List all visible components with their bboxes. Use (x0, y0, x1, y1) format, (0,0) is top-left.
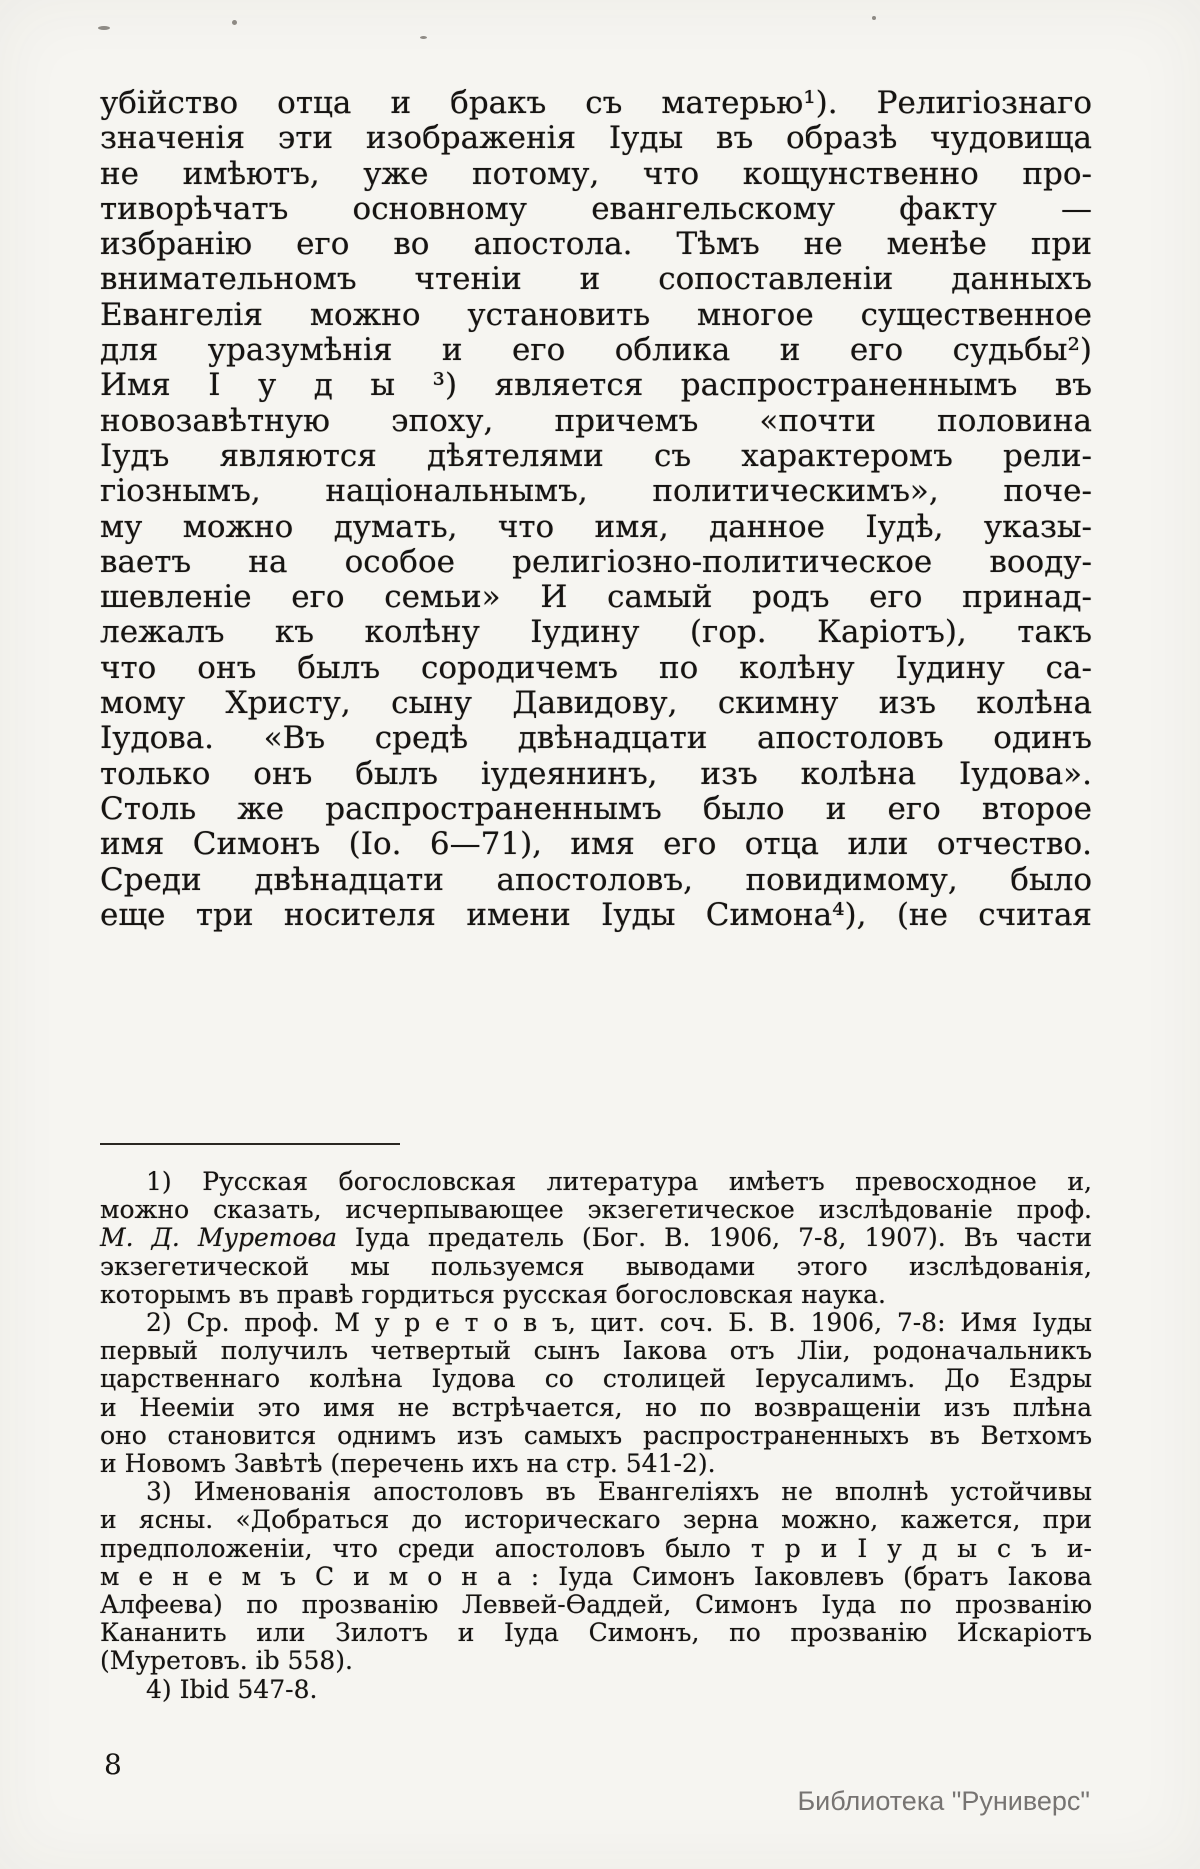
footnote-1-line: можно сказать, исчерпывающее экзегетическое изслѣдованіе проф. (100, 1195, 1092, 1225)
page-number: 8 (104, 1748, 122, 1781)
text-line: мому Христу, сыну Давидову, скимну изъ колѣна (100, 685, 1092, 722)
text-line: Іудъ являются дѣятелями съ характеромъ рели- (100, 437, 1092, 474)
library-watermark: Библиотека "Руниверс" (797, 1786, 1090, 1816)
footnote-3-line: Кананить или Зилотъ и Іуда Симонъ, по прозванію Искаріотъ (100, 1618, 1092, 1648)
text-line: только онъ былъ іудеянинъ, изъ колѣна Іудова». (100, 755, 1092, 792)
text-line: Среди двѣнадцати апостоловъ, повидимому, было (100, 861, 1092, 898)
footnote-1-line: 1) Русская богословская литература имѣетъ превосходное и, (146, 1167, 1092, 1196)
text-line: Столь же распространеннымъ было и его второе (100, 790, 1092, 827)
footnote-3-line: Алфеева) по прозванію Леввей-Ѳаддей, Симонъ Іуда по прозванію (100, 1590, 1092, 1620)
text-line: имя Симонъ (Іо. 6—71), имя его отца или отчество. (100, 826, 1092, 863)
text-line: значенія эти изображенія Іуды въ образѣ чудовища (100, 120, 1092, 157)
text-line: внимательномъ чтеніи и сопоставленіи данныхъ (100, 261, 1092, 298)
text-line: му можно думать, что имя, данное Іудѣ, указы- (100, 508, 1092, 545)
footnote-3-line: и ясны. «Добраться до историческаго зерна можно, кажется, при (100, 1505, 1092, 1535)
footnote-1-line: экзегетической мы пользуемся выводами этого изслѣдованія, (100, 1251, 1092, 1281)
footnote-2-line: царственнаго колѣна Іудова со столицей Іерусалимъ. До Ездры (100, 1364, 1092, 1394)
footnote-2-line: и Новомъ Завѣтѣ (перечень ихъ на стр. 541-2). (100, 1449, 716, 1479)
text-line: тиворѣчатъ основному евангельскому факту — (100, 190, 1092, 227)
text-line: новозавѣтную эпоху, причемъ «почти половина (100, 402, 1092, 439)
text-line: еще три носителя имени Іуды Симона⁴), (не считая (100, 896, 1092, 933)
text-line: что онъ былъ сородичемъ по колѣну Іудину са- (100, 649, 1092, 686)
text-line: не имѣютъ, уже потому, что кощунственно про- (100, 155, 1092, 192)
text-line: Іудова. «Въ средѣ двѣнадцати апостоловъ одинъ (100, 720, 1092, 757)
footnote-2-line: 2) Ср. проф. М у р е т о в ъ, цит. соч. Б. В. 1906, 7-8: Имя Іуды (146, 1308, 1092, 1338)
text-line: шевленіе его семьи» И самый родъ его принад- (100, 579, 1092, 616)
footnote-3-line: предположеніи, что среди апостоловъ было т р и І у д ы с ъ и- (100, 1533, 1092, 1563)
footnote-4-line: 4) Ibid 547-8. (146, 1674, 318, 1704)
footnote-3-line: м е н е м ъ С и м о н а : Іуда Симонъ Іаковлевъ (братъ Іакова (100, 1561, 1092, 1591)
footnotes-block (100, 1168, 1092, 1704)
text-line: Евангелія можно установить многое существенное (100, 296, 1092, 333)
footnote-2-line: оно становится однимъ изъ самыхъ распространенныхъ въ Ветхомъ (100, 1420, 1092, 1450)
footnote-2-line: и Нееміи это имя не встрѣчается, но по возвращеніи изъ плѣна (100, 1392, 1092, 1422)
footnote-1-line (100, 1224, 1092, 1252)
text-line: лежалъ къ колѣну Іудину (гор. Каріотъ), такъ (100, 614, 1092, 651)
text-line: убійство отца и бракъ съ матерью¹). Религіознаго (100, 85, 1092, 121)
text-line: для уразумѣнія и его облика и его судьбы²) (100, 332, 1092, 369)
footnote-separator-rule (100, 1143, 400, 1145)
text-line: избранію его во апостола. Тѣмъ не менѣе при (100, 226, 1092, 263)
main-text-block (100, 86, 1092, 933)
scan-artifact (232, 20, 237, 25)
footnote-1-line-rest: Іуда предатель (Бог. В. 1906, 7-8, 1907). Въ части (337, 1223, 1092, 1253)
scan-artifact (420, 36, 427, 39)
text-line: гіознымъ, національнымъ, политическимъ», поче- (100, 473, 1092, 510)
scan-artifact (98, 26, 110, 30)
text-line: Имя І у д ы ³) является распространеннымъ въ (100, 367, 1092, 404)
footnote-author-italic: М. Д. Муретова (100, 1223, 338, 1253)
footnote-1-line: которымъ въ правѣ гордиться русская богословская наука. (100, 1279, 886, 1309)
scan-artifact (872, 16, 876, 20)
footnote-2-line: первый получилъ четвертый сынъ Іакова отъ Ліи, родоначальникъ (100, 1336, 1092, 1366)
footnote-3-line: 3) Именованія апостоловъ въ Евангеліяхъ не вполнѣ устойчивы (146, 1477, 1092, 1507)
text-line: ваетъ на особое религіозно-политическое вооду- (100, 543, 1092, 580)
footnote-3-line: (Муретовъ. ib 558). (100, 1646, 353, 1676)
